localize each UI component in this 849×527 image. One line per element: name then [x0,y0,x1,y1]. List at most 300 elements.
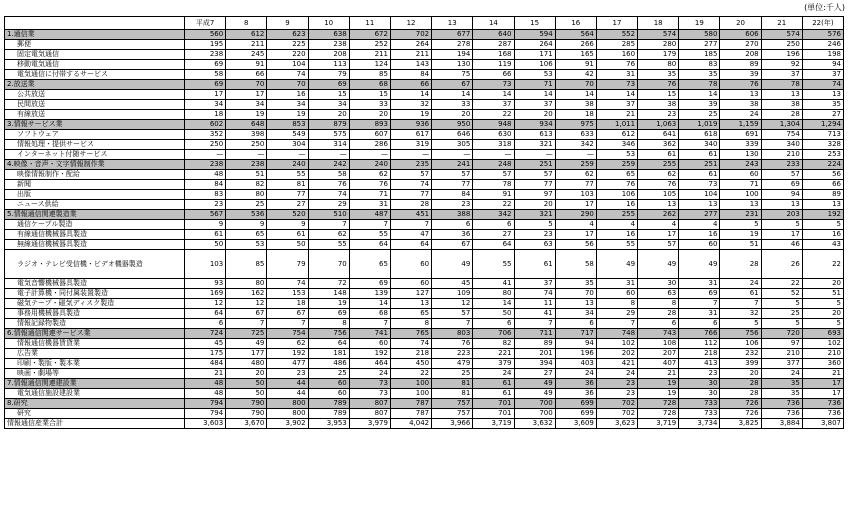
table-cell: 18 [555,110,596,120]
table-cell: 14 [349,299,390,309]
table-cell: 25 [679,110,720,120]
category-row [5,30,844,40]
table-cell: 22 [761,279,802,289]
table-cell: 14 [555,90,596,100]
table-cell: 13 [638,200,679,210]
table-cell: 51 [720,240,761,250]
table-cell: 6 [432,220,473,230]
table-cell: 61 [679,150,720,160]
table-cell: 53 [226,240,267,250]
table-cell: 379 [473,359,514,369]
table-cell: 77 [267,190,308,200]
table-cell: 74 [267,279,308,289]
table-cell: 94 [802,60,843,70]
table-cell: 252 [349,40,390,50]
table-cell: 7 [349,319,390,329]
table-cell: 720 [761,329,802,339]
table-cell: 754 [267,329,308,339]
table-cell: 16 [596,200,637,210]
table-cell: 3,623 [596,419,637,429]
table-cell: 699 [555,399,596,409]
table-cell: 24 [473,369,514,379]
table-cell: 602 [185,120,226,130]
row-label: 電気音響機械器具製造 [5,279,185,289]
table-cell: 733 [679,399,720,409]
table-cell: 394 [514,359,555,369]
table-cell: 3,609 [555,419,596,429]
table-cell: 8 [308,319,349,329]
table-cell: 72 [308,279,349,289]
table-cell: 259 [555,160,596,170]
table-cell: 64 [185,309,226,319]
table-cell: 30 [679,389,720,399]
table-cell: 756 [308,329,349,339]
table-cell: 69 [679,289,720,299]
row-label: 7.情報通信関連建設業 [5,379,185,389]
category-row [5,120,844,130]
table-cell: 464 [349,359,390,369]
table-cell: 75 [432,70,473,80]
row-label: 電子計算機・同付属装置製造 [5,289,185,299]
table-cell: 736 [761,409,802,419]
table-cell: 76 [308,180,349,190]
table-cell: 57 [432,309,473,319]
table-cell: 7 [349,220,390,230]
table-cell: 362 [638,140,679,150]
table-row [5,250,844,279]
table-cell: 32 [390,100,431,110]
row-label: 電気通信施設建設業 [5,389,185,399]
table-cell: 736 [802,409,843,419]
row-label: 情報記録物製造 [5,319,185,329]
table-cell: 7 [267,319,308,329]
table-cell: 34 [555,309,596,319]
table-cell: 4,042 [390,419,431,429]
row-label: 移動電気通信 [5,60,185,70]
table-cell: 23 [432,200,473,210]
table-cell: 100 [720,190,761,200]
table-cell: 700 [514,399,555,409]
table-cell: 14 [473,90,514,100]
table-cell: 218 [390,349,431,359]
table-cell: 594 [514,30,555,40]
table-cell: 23 [596,389,637,399]
table-cell: 67 [432,80,473,90]
table-cell: 70 [555,80,596,90]
table-cell: 17 [555,200,596,210]
table-cell: 153 [267,289,308,299]
table-cell: 37 [596,100,637,110]
table-cell: 50 [226,389,267,399]
table-cell: 321 [514,210,555,220]
table-cell: 22 [473,200,514,210]
table-cell: 641 [638,130,679,140]
table-cell: 192 [349,349,390,359]
table-cell: 398 [226,130,267,140]
table-cell: 61 [638,150,679,160]
table-cell: 21 [802,369,843,379]
table-cell: 70 [308,250,349,279]
row-label: 映像情報制作・配給 [5,170,185,180]
table-cell: 108 [638,339,679,349]
table-row [5,309,844,319]
table-row [5,220,844,230]
table-cell: 23 [514,230,555,240]
table-cell: — [349,150,390,160]
table-cell: 47 [390,230,431,240]
header-year: 16 [555,17,596,30]
table-cell: 5 [761,220,802,230]
table-cell: 143 [390,60,431,70]
table-cell: 165 [555,50,596,60]
table-cell: 13 [720,90,761,100]
table-cell: 726 [720,409,761,419]
row-label: 有線放送 [5,110,185,120]
row-label: 固定電気通信 [5,50,185,60]
table-cell: 85 [349,70,390,80]
table-cell: 19 [638,379,679,389]
table-row [5,90,844,100]
table-cell: 7 [596,319,637,329]
table-cell: 28 [761,110,802,120]
table-cell: 21 [596,110,637,120]
table-cell: 3,884 [761,419,802,429]
table-cell: 280 [638,40,679,50]
table-cell: 181 [308,349,349,359]
table-cell: 617 [390,130,431,140]
table-cell: 64 [390,240,431,250]
table-cell: 28 [638,309,679,319]
table-cell: 65 [596,170,637,180]
table-cell: 106 [596,190,637,200]
table-cell: 3,719 [638,419,679,429]
table-row [5,170,844,180]
table-cell: 235 [390,160,431,170]
table-cell: 102 [596,339,637,349]
table-cell: 50 [473,309,514,319]
table-cell: 23 [679,369,720,379]
table-cell: 477 [267,359,308,369]
row-label: ソフトウェア [5,130,185,140]
table-cell: 89 [514,339,555,349]
table-cell: 328 [802,140,843,150]
table-cell: 65 [390,309,431,319]
table-cell: 706 [473,329,514,339]
table-cell: 38 [555,100,596,110]
table-cell: 37 [514,279,555,289]
header-year: 19 [679,17,720,30]
table-cell: 71 [720,180,761,190]
row-label: ラジオ・テレビ受信機・ビデオ機器製造 [5,250,185,279]
table-cell: 672 [349,30,390,40]
table-cell: 278 [432,40,473,50]
table-cell: 211 [349,50,390,60]
table-cell: 377 [761,359,802,369]
table-cell: 4 [555,220,596,230]
table-cell: 879 [308,120,349,130]
table-cell: 57 [638,240,679,250]
table-cell: 73 [349,379,390,389]
table-cell: 148 [308,289,349,299]
row-label: 郵便 [5,40,185,50]
table-cell: 31 [596,279,637,289]
table-cell: 975 [555,120,596,130]
table-cell: 103 [555,190,596,200]
table-cell: 13 [802,200,843,210]
table-cell: 162 [226,289,267,299]
table-cell: 702 [596,409,637,419]
table-cell: 74 [390,180,431,190]
table-cell: 22 [390,369,431,379]
row-label: 6.情報通信関連サービス業 [5,329,185,339]
table-cell: 48 [185,170,226,180]
table-cell: 52 [761,289,802,299]
table-cell: 794 [185,399,226,409]
table-cell: 765 [390,329,431,339]
table-cell: 12 [185,299,226,309]
table-cell: 693 [802,329,843,339]
table-cell: 787 [390,399,431,409]
table-row [5,200,844,210]
table-cell: 80 [638,60,679,70]
table-cell: 67 [226,309,267,319]
table-cell: 800 [267,409,308,419]
table-cell: 5 [761,319,802,329]
table-cell: 82 [226,180,267,190]
row-label: 有線通信機械器具製造 [5,230,185,240]
table-cell: 340 [761,140,802,150]
table-cell: 1,294 [802,120,843,130]
table-cell: 14 [473,299,514,309]
table-cell: 304 [267,140,308,150]
table-cell: 20 [514,200,555,210]
table-row [5,279,844,289]
table-cell: 25 [432,369,473,379]
category-row [5,329,844,339]
table-cell: 35 [802,100,843,110]
row-label: 電気通信に付帯するサービス [5,70,185,80]
table-cell: 58 [308,170,349,180]
table-cell: 14 [596,90,637,100]
row-label: 事務用機械器具製造 [5,309,185,319]
table-cell: 5 [802,319,843,329]
table-cell: 17 [555,230,596,240]
table-cell: 106 [514,60,555,70]
table-cell: 5 [720,319,761,329]
table-cell: 950 [432,120,473,130]
table-cell: 224 [802,160,843,170]
category-row [5,160,844,170]
table-cell: 736 [761,399,802,409]
table-cell: 8 [390,319,431,329]
table-row [5,369,844,379]
table-cell: 242 [308,160,349,170]
table-cell: 487 [349,210,390,220]
table-cell: 5 [802,299,843,309]
header-year: 14 [473,17,514,30]
table-cell: 80 [226,279,267,289]
table-cell: 19 [267,110,308,120]
table-cell: 49 [432,250,473,279]
table-cell: 60 [596,289,637,299]
table-cell: 17 [185,90,226,100]
table-cell: 73 [679,180,720,190]
table-row [5,40,844,50]
table-cell: 91 [555,60,596,70]
table-cell: 240 [267,160,308,170]
table-cell: 35 [761,379,802,389]
table-cell: 6 [638,319,679,329]
table-cell: 71 [514,80,555,90]
table-cell: 757 [432,399,473,409]
table-row [5,110,844,120]
table-cell: 94 [555,339,596,349]
table-cell: 57 [514,170,555,180]
table-cell: 51 [802,289,843,299]
table-cell: 27 [514,369,555,379]
row-label: ニュース供給 [5,200,185,210]
table-cell: 26 [761,250,802,279]
row-label: 無線通信機械器具製造 [5,240,185,250]
table-cell: 702 [390,30,431,40]
table-cell: 17 [802,389,843,399]
table-cell: 55 [308,240,349,250]
table-cell: 17 [226,90,267,100]
table-cell: 576 [802,30,843,40]
table-cell: 25 [226,200,267,210]
table-cell: 211 [226,40,267,50]
table-cell: 19 [226,110,267,120]
table-cell: 728 [638,409,679,419]
table-cell: 210 [761,349,802,359]
table-cell: 58 [185,70,226,80]
table-cell: 61 [185,230,226,240]
table-cell: 41 [473,279,514,289]
table-cell: 948 [473,120,514,130]
table-cell: 480 [226,359,267,369]
table-cell: 70 [267,80,308,90]
table-cell: 22 [802,250,843,279]
table-cell: 74 [390,339,431,349]
table-cell: 936 [390,120,431,130]
table-cell: 83 [185,190,226,200]
table-cell: 57 [390,170,431,180]
table-cell: 6 [185,319,226,329]
table-cell: 789 [308,399,349,409]
table-cell: 6 [473,220,514,230]
table-cell: 17 [638,230,679,240]
table-cell: 403 [555,359,596,369]
table-cell: 76 [432,339,473,349]
table-row [5,289,844,299]
table-cell: 31 [679,279,720,289]
table-cell: 93 [185,279,226,289]
table-cell: 20 [720,369,761,379]
table-cell: 218 [679,349,720,359]
table-cell: 725 [226,329,267,339]
table-cell: 20 [802,309,843,319]
total-row [5,419,844,429]
table-cell: 646 [432,130,473,140]
table-cell: 22 [473,110,514,120]
table-cell: 100 [390,379,431,389]
table-cell: 68 [349,309,390,319]
table-cell: 19 [390,110,431,120]
table-cell: 934 [514,120,555,130]
table-cell: 80 [226,190,267,200]
table-cell: 38 [638,100,679,110]
table-row [5,180,844,190]
table-cell: 314 [308,140,349,150]
table-cell: 94 [761,190,802,200]
table-cell: 53 [514,70,555,80]
table-cell: 91 [473,190,514,200]
table-cell: 1,019 [679,120,720,130]
table-cell: 285 [596,40,637,50]
table-cell: 24 [720,110,761,120]
table-cell: 73 [596,80,637,90]
table-cell: 32 [720,309,761,319]
table-cell: 185 [679,50,720,60]
table-cell: 62 [555,170,596,180]
table-cell: 36 [555,379,596,389]
table-cell: 15 [638,90,679,100]
table-cell: 479 [432,359,473,369]
table-cell: 61 [514,250,555,279]
header-year: 10 [308,17,349,30]
table-row [5,150,844,160]
table-cell: 18 [267,299,308,309]
table-cell: 175 [185,349,226,359]
table-cell: 20 [802,279,843,289]
table-cell: 55 [596,240,637,250]
table-cell: 319 [390,140,431,150]
table-cell: 4 [596,220,637,230]
table-cell: 198 [802,50,843,60]
table-cell: 633 [555,130,596,140]
table-cell: 5 [802,220,843,230]
table-cell: 37 [761,70,802,80]
table-cell: 6 [555,319,596,329]
table-cell: 65 [349,250,390,279]
table-cell: 46 [761,240,802,250]
table-cell: 3,670 [226,419,267,429]
header-year: 8 [226,17,267,30]
table-cell: — [555,150,596,160]
table-cell: 35 [679,70,720,80]
table-cell: 28 [720,379,761,389]
table-cell: 16 [679,230,720,240]
row-label: 新聞 [5,180,185,190]
table-cell: 171 [514,50,555,60]
table-cell: 60 [308,379,349,389]
table-cell: 231 [720,210,761,220]
table-cell: 49 [514,379,555,389]
table-cell: — [226,150,267,160]
table-cell: 29 [308,200,349,210]
table-cell: 76 [596,60,637,70]
table-cell: 743 [638,329,679,339]
table-cell: 77 [555,180,596,190]
table-cell: 37 [514,100,555,110]
table-cell: 28 [720,250,761,279]
header-year: 13 [432,17,473,30]
table-cell: 69 [185,80,226,90]
table-cell: 68 [349,80,390,90]
table-cell: 76 [720,80,761,90]
table-cell: 520 [267,210,308,220]
table-cell: 80 [473,289,514,299]
